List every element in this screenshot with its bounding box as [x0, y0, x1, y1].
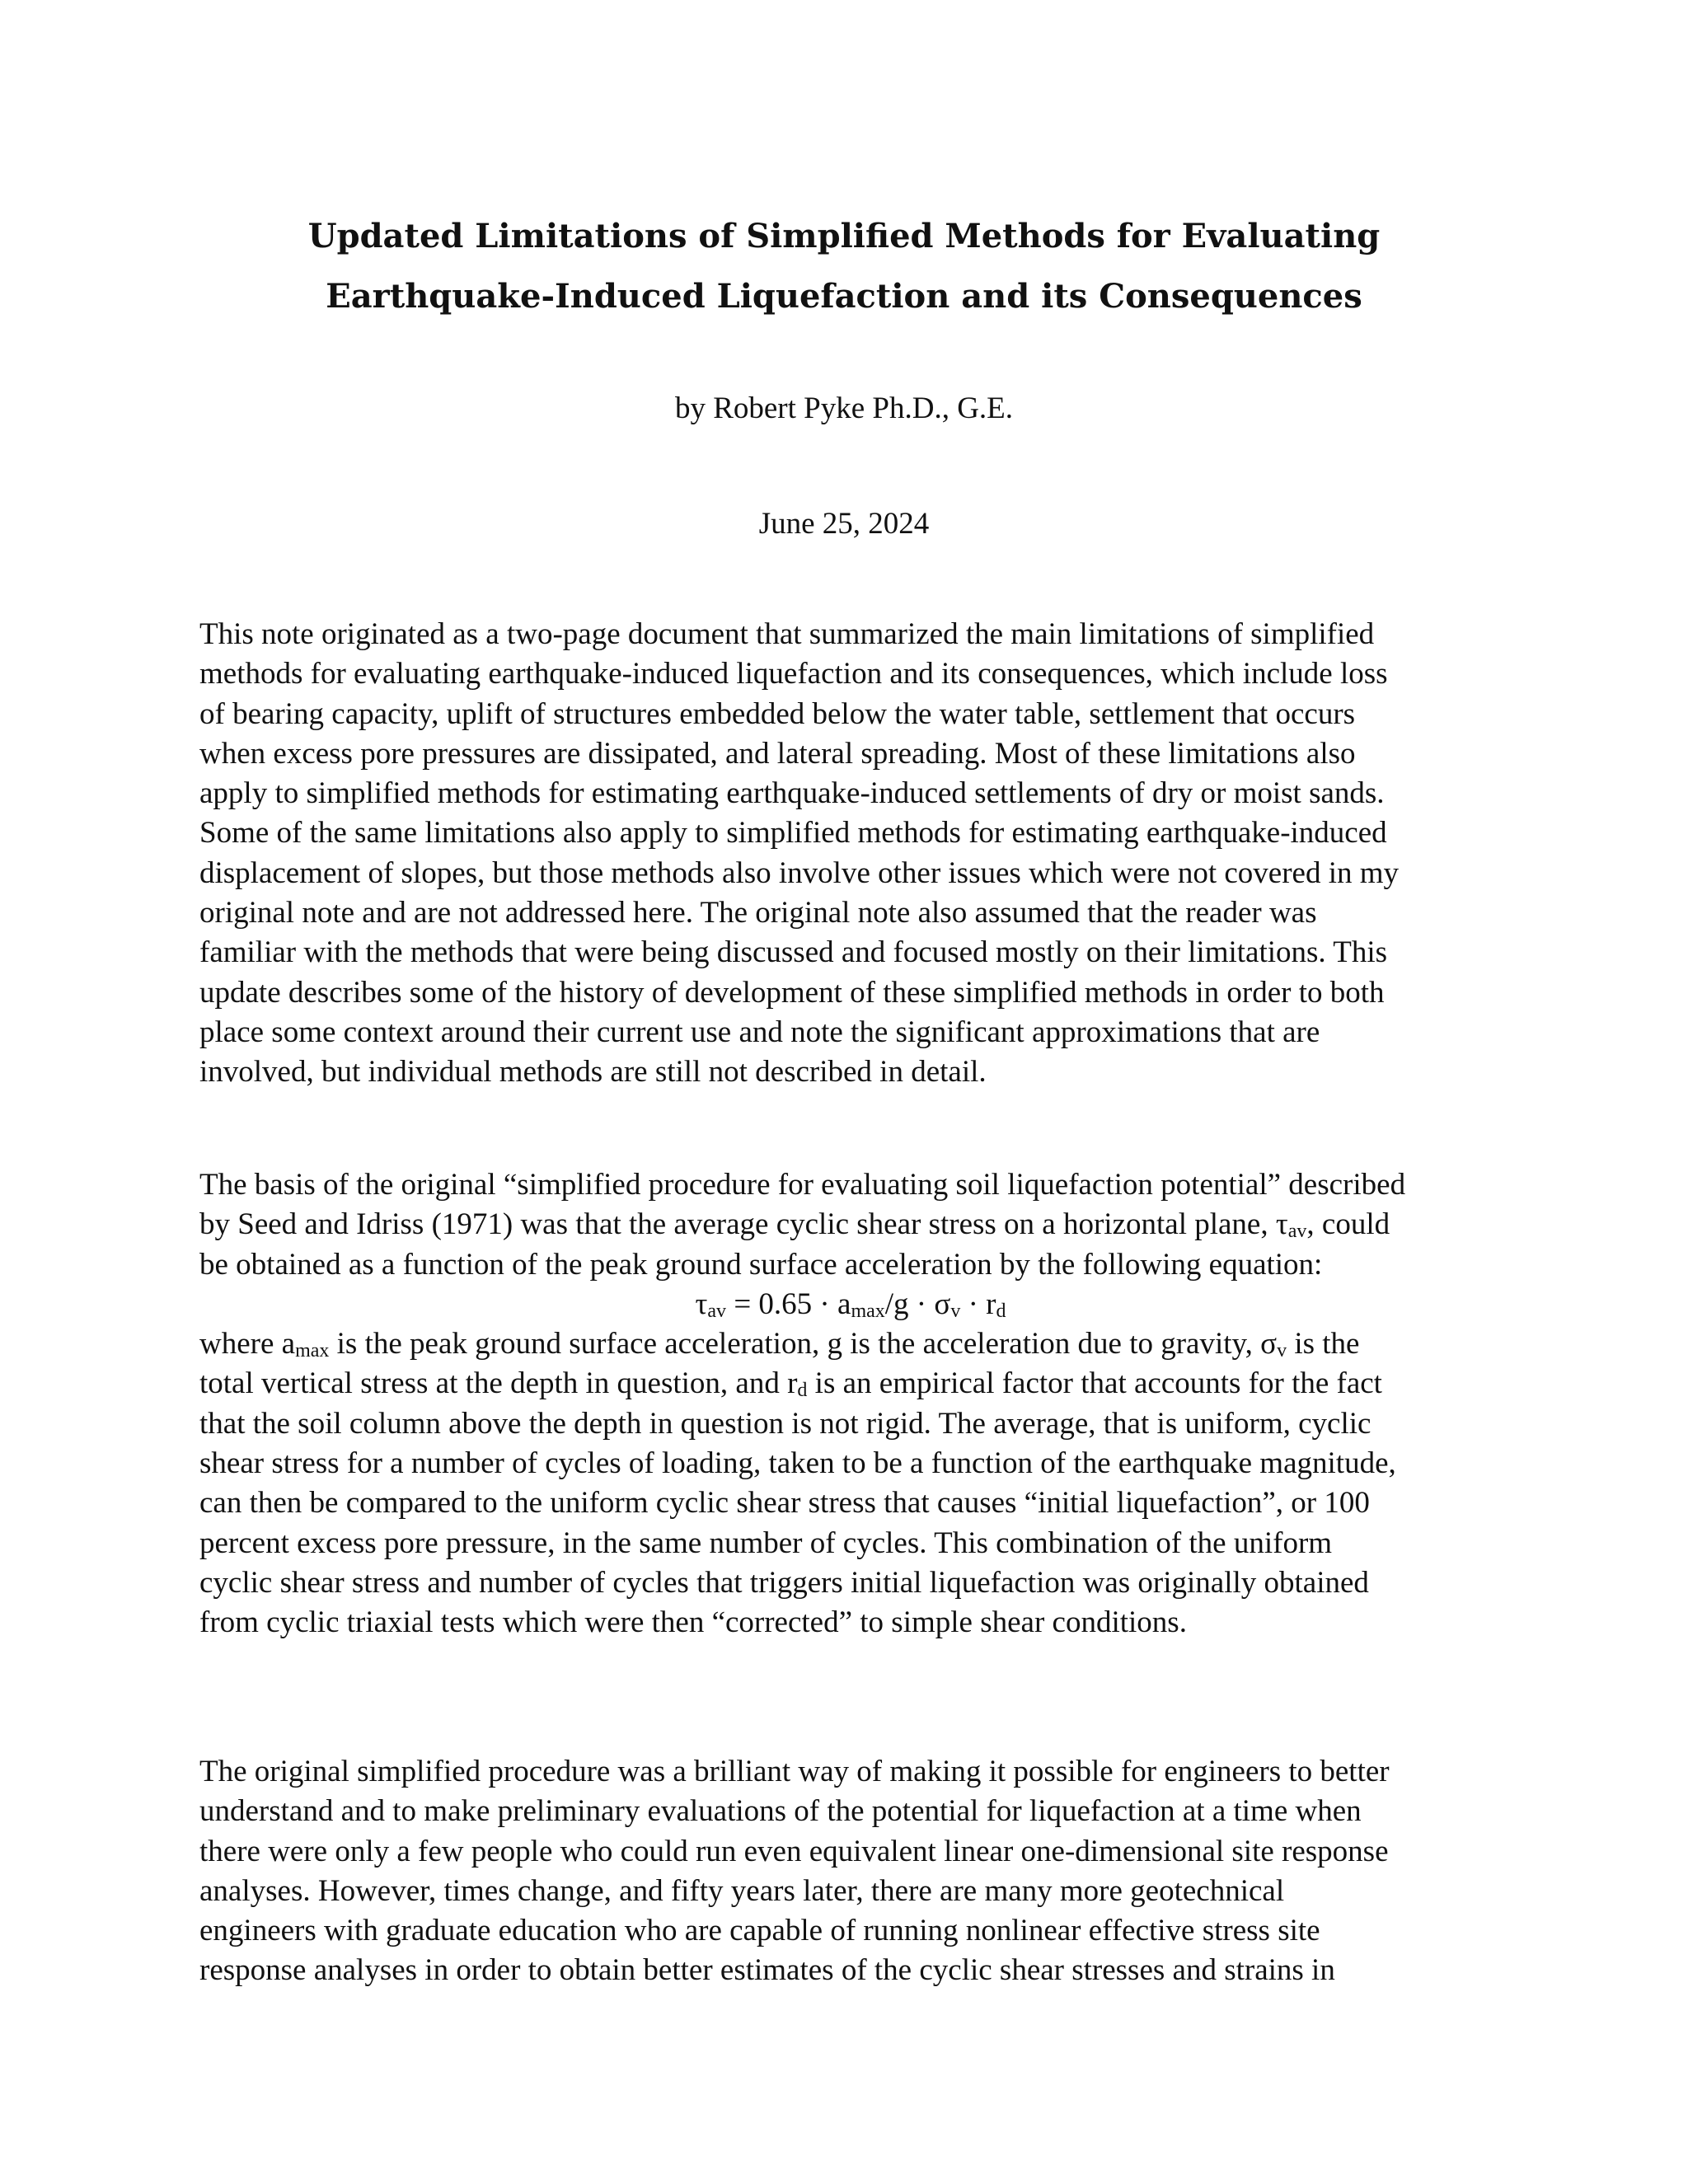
- text-line: there were only a few people who could run even equivalent linear one-dimensional site response: [199, 1834, 1389, 1868]
- text-fragment: by Seed and Idriss (1971) was that the average cyclic shear stress on a horizontal plane, τ: [199, 1207, 1288, 1242]
- text-line: can then be compared to the uniform cyclic shear stress that causes “initial liquefaction”, or 100: [199, 1486, 1370, 1521]
- paragraph-simplified-procedure: [199, 1165, 1502, 1643]
- text-line: apply to simplified methods for estimating earthquake-induced settlements of dry or moist sands.: [199, 776, 1385, 811]
- text-line: cyclic shear stress and number of cycles that triggers initial liquefaction was originally obtained: [199, 1565, 1369, 1600]
- text-line: of bearing capacity, uplift of structures embedded below the water table, settlement that occurs: [199, 696, 1356, 731]
- text-line: methods for evaluating earthquake-induced liquefaction and its consequences, which include loss: [199, 657, 1388, 691]
- subscript: av: [1287, 1221, 1307, 1243]
- subscript: d: [996, 1300, 1006, 1322]
- text-fragment: is the: [1287, 1327, 1360, 1361]
- text-line: involved, but individual methods are still not described in detail.: [199, 1055, 987, 1090]
- text-line: percent excess pore pressure, in the same number of cycles. This combination of the uniform: [199, 1526, 1333, 1560]
- text-line: place some context around their current use and note the significant approximations that are: [199, 1015, 1320, 1049]
- text-line: The original simplified procedure was a brilliant way of making it possible for engineers to better: [199, 1755, 1390, 1788]
- text-line: original note and are not addressed here. The original note also assumed that the reader was: [199, 896, 1317, 930]
- text-fragment: where a: [199, 1327, 296, 1361]
- text-line: that the soil column above the depth in question is not rigid. The average, that is uniform, cyclic: [199, 1406, 1372, 1441]
- text-line: familiar with the methods that were being discussed and focused mostly on their limitations. This: [199, 935, 1388, 970]
- paragraph-modern-practice: [199, 1752, 1502, 1991]
- text-line: when excess pore pressures are dissipated, and lateral spreading. Most of these limitations also: [199, 736, 1356, 771]
- subscript: v: [950, 1300, 961, 1322]
- text-line: [199, 1324, 1502, 1364]
- equation-fragment: · r: [960, 1286, 996, 1321]
- subscript: av: [707, 1300, 727, 1322]
- text-line: This note originated as a two-page document that summarized the main limitations of simplified: [199, 617, 1375, 651]
- equation-fragment: = 0.65 · a: [726, 1286, 851, 1321]
- text-line: update describes some of the history of development of these simplified methods in order to both: [199, 975, 1385, 1010]
- text-line: The basis of the original “simplified procedure for evaluating soil liquefaction potential” described: [199, 1168, 1406, 1202]
- text-line: [199, 1205, 1502, 1244]
- text-fragment: is the peak ground surface acceleration, g is the acceleration due to gravity, σ: [329, 1327, 1278, 1361]
- title-line-1: Updated Limitations of Simplified Methods for Evaluating: [307, 217, 1381, 255]
- subscript: v: [1277, 1340, 1287, 1362]
- text-line: shear stress for a number of cycles of loading, taken to be a function of the earthquake magnitude,: [199, 1446, 1396, 1481]
- text-line: Some of the same limitations also apply to simplified methods for estimating earthquake-induced: [199, 816, 1387, 851]
- document-date: June 25, 2024: [758, 507, 930, 541]
- subscript: max: [295, 1340, 330, 1362]
- subscript: d: [797, 1380, 808, 1402]
- text-line: be obtained as a function of the peak ground surface acceleration by the following equation:: [199, 1247, 1323, 1282]
- text-line: from cyclic triaxial tests which were then “corrected” to simple shear conditions.: [199, 1605, 1187, 1640]
- text-line: understand and to make preliminary evaluations of the potential for liquefaction at a time when: [199, 1794, 1362, 1829]
- text-fragment: total vertical stress at the depth in question, and r: [199, 1366, 798, 1401]
- subscript: max: [851, 1300, 885, 1322]
- text-line: response analyses in order to obtain better estimates of the cyclic shear stresses and strains in: [199, 1953, 1335, 1988]
- equation: [199, 1285, 1502, 1324]
- text-fragment: , could: [1306, 1207, 1390, 1242]
- equation-fragment: /g · σ: [884, 1286, 951, 1321]
- title-line-2: Earthquake-Induced Liquefaction and its Consequences: [326, 277, 1362, 316]
- author-byline: by Robert Pyke Ph.D., G.E.: [674, 391, 1014, 425]
- text-line: analyses. However, times change, and fifty years later, there are many more geotechnical: [199, 1873, 1285, 1908]
- text-line: engineers with graduate education who are capable of running nonlinear effective stress site: [199, 1914, 1320, 1948]
- paragraph-introduction: [199, 615, 1502, 1093]
- text-fragment: is an empirical factor that accounts for the fact: [807, 1366, 1382, 1401]
- document-title: [0, 206, 1688, 326]
- equation-symbol: τ: [695, 1286, 708, 1321]
- text-line: displacement of slopes, but those methods also involve other issues which were not covered in my: [199, 855, 1400, 890]
- text-line: [199, 1364, 1502, 1404]
